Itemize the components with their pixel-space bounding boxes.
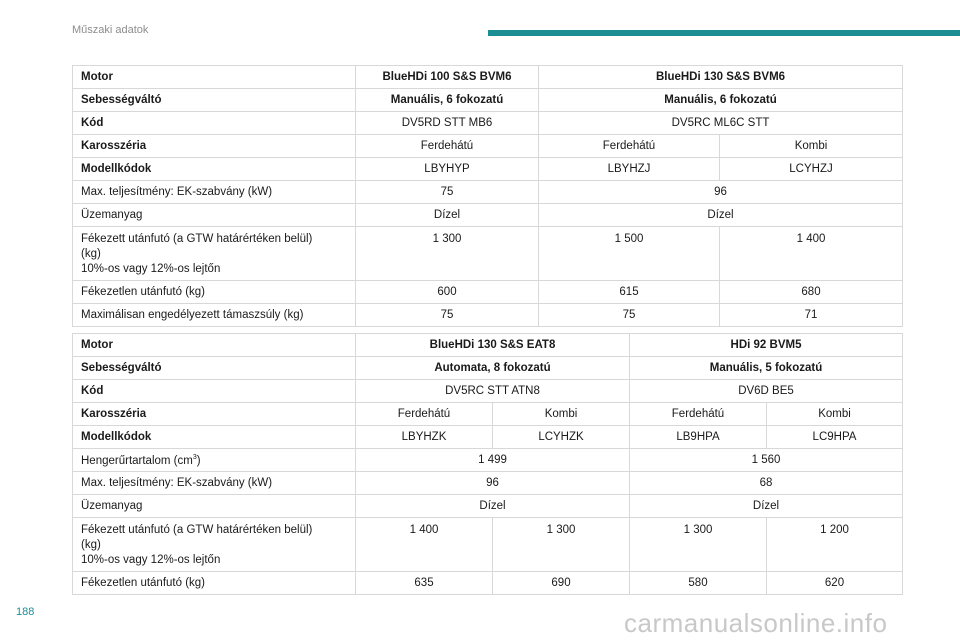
row-label: Karosszéria [73, 135, 356, 158]
row-label: Maximálisan engedélyezett támaszsúly (kg) [73, 304, 356, 327]
row-label [73, 518, 356, 572]
cell: Ferdehátú [356, 403, 493, 426]
table-row [73, 495, 903, 518]
cell: Ferdehátú [539, 135, 720, 158]
cell: 620 [767, 572, 903, 595]
row-label [73, 449, 356, 472]
row-label: Karosszéria [73, 403, 356, 426]
cell: Kombi [493, 403, 630, 426]
label-line: 10%-os vagy 12%-os lejtőn [81, 554, 221, 566]
cell: 1 200 [767, 518, 903, 572]
row-label: Motor [73, 66, 356, 89]
row-label: Fékezetlen utánfutó (kg) [73, 572, 356, 595]
cell: 68 [630, 472, 903, 495]
table-row [73, 158, 903, 181]
row-label: Üzemanyag [73, 495, 356, 518]
cell: DV5RC STT ATN8 [356, 380, 630, 403]
label-line: Fékezett utánfutó (a GTW határértéken belül) [81, 524, 313, 536]
table-row [73, 403, 903, 426]
cell: Manuális, 5 fokozatú [630, 357, 903, 380]
row-label: Sebességváltó [73, 89, 356, 112]
row-label: Kód [73, 112, 356, 135]
row-label: Üzemanyag [73, 204, 356, 227]
spec-table-2 [72, 333, 903, 595]
page-number: 188 [16, 606, 35, 618]
cell: 96 [356, 472, 630, 495]
row-label: Motor [73, 334, 356, 357]
cell: 75 [356, 181, 539, 204]
row-label [73, 227, 356, 281]
cell: LC9HPA [767, 426, 903, 449]
cell: 96 [539, 181, 903, 204]
table-row [73, 572, 903, 595]
cell: 1 400 [356, 518, 493, 572]
cell: LB9HPA [630, 426, 767, 449]
label-text-end: ) [196, 454, 201, 467]
cell: 75 [539, 304, 720, 327]
cell: Dízel [356, 204, 539, 227]
table-row [73, 334, 903, 357]
cell: Automata, 8 fokozatú [356, 357, 630, 380]
cell: Ferdehátú [630, 403, 767, 426]
label-line: Fékezett utánfutó (a GTW határértéken belül) [81, 233, 313, 245]
cell: 1 300 [493, 518, 630, 572]
cell: DV5RC ML6C STT [539, 112, 903, 135]
cell: LCYHZK [493, 426, 630, 449]
cell: Dízel [539, 204, 903, 227]
table-row [73, 380, 903, 403]
table-row [73, 304, 903, 327]
watermark: carmanualsonline.info [624, 608, 888, 638]
table-row [73, 518, 903, 572]
cell: LBYHYP [356, 158, 539, 181]
cell: 615 [539, 281, 720, 304]
cell: BlueHDi 130 S&S BVM6 [539, 66, 903, 89]
label-line: (kg) [81, 248, 101, 260]
label-line: 10%-os vagy 12%-os lejtőn [81, 263, 221, 275]
label-text: Hengerűrtartalom (cm [81, 454, 193, 467]
row-label: Kód [73, 380, 356, 403]
cell: 1 500 [539, 227, 720, 281]
row-label: Fékezetlen utánfutó (kg) [73, 281, 356, 304]
cell: Ferdehátú [356, 135, 539, 158]
row-label: Sebességváltó [73, 357, 356, 380]
cell: LCYHZJ [720, 158, 903, 181]
cell: 690 [493, 572, 630, 595]
row-label: Modellkódok [73, 158, 356, 181]
table-row [73, 472, 903, 495]
cell: 1 560 [630, 449, 903, 472]
cell: DV6D BE5 [630, 380, 903, 403]
cell: 680 [720, 281, 903, 304]
cell: 71 [720, 304, 903, 327]
cell: Manuális, 6 fokozatú [539, 89, 903, 112]
cell: LBYHZJ [539, 158, 720, 181]
cell: BlueHDi 100 S&S BVM6 [356, 66, 539, 89]
cell: 580 [630, 572, 767, 595]
section-title: Műszaki adatok [72, 24, 149, 36]
row-label: Max. teljesítmény: EK-szabvány (kW) [73, 181, 356, 204]
table-row [73, 227, 903, 281]
cell: 1 300 [356, 227, 539, 281]
cell: Kombi [720, 135, 903, 158]
cell: 75 [356, 304, 539, 327]
header-accent-bar [488, 30, 960, 36]
cell: DV5RD STT MB6 [356, 112, 539, 135]
cell: Dízel [630, 495, 903, 518]
cell: Manuális, 6 fokozatú [356, 89, 539, 112]
table-row [73, 135, 903, 158]
table-row [73, 357, 903, 380]
cell: HDi 92 BVM5 [630, 334, 903, 357]
table-row [73, 181, 903, 204]
cell: BlueHDi 130 S&S EAT8 [356, 334, 630, 357]
table-row [73, 89, 903, 112]
spec-table-1 [72, 65, 903, 327]
cell: LBYHZK [356, 426, 493, 449]
cell: 1 499 [356, 449, 630, 472]
row-label: Max. teljesítmény: EK-szabvány (kW) [73, 472, 356, 495]
table-row [73, 426, 903, 449]
label-superscript: 3 [192, 453, 197, 461]
cell: 635 [356, 572, 493, 595]
cell: 1 300 [630, 518, 767, 572]
table-row [73, 281, 903, 304]
table-row [73, 66, 903, 89]
table-row [73, 449, 903, 472]
table-row [73, 112, 903, 135]
label-line: (kg) [81, 539, 101, 551]
cell: 600 [356, 281, 539, 304]
cell: Kombi [767, 403, 903, 426]
row-label: Modellkódok [73, 426, 356, 449]
cell: 1 400 [720, 227, 903, 281]
table-row [73, 204, 903, 227]
cell: Dízel [356, 495, 630, 518]
